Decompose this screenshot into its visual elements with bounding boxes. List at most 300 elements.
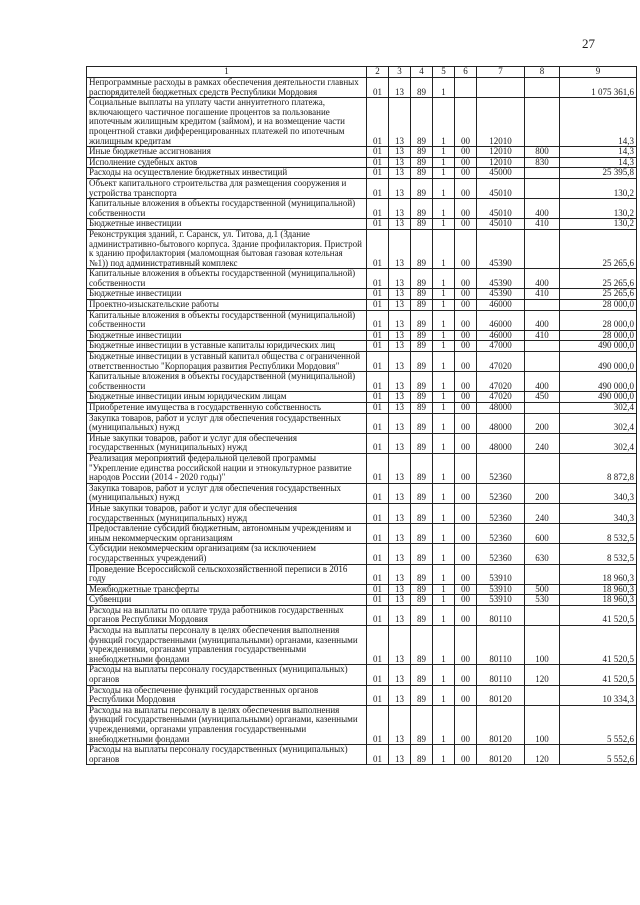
cell-main-event: 00 (455, 392, 477, 403)
cell-expense-type: 120 (525, 745, 560, 765)
cell-main-event: 00 (455, 310, 477, 330)
cell-expense-type: 100 (525, 705, 560, 744)
cell-expense-type (525, 453, 560, 483)
cell-sum: 302,4 (560, 433, 637, 453)
cell-name: Капитальные вложения в объекты государственной (муниципальной) собственности (87, 269, 367, 289)
cell-expense-type: 400 (525, 269, 560, 289)
cell-main-event: 00 (455, 453, 477, 483)
cell-program: 89 (411, 403, 433, 414)
cell-direction: 46000 (477, 310, 525, 330)
cell-subsection: 13 (389, 413, 411, 433)
cell-program: 89 (411, 503, 433, 523)
cell-expense-type: 400 (525, 310, 560, 330)
cell-subsection: 13 (389, 503, 411, 523)
cell-subprogram: 1 (433, 330, 455, 341)
cell-program: 89 (411, 584, 433, 595)
cell-main-event: 00 (455, 352, 477, 372)
cell-main-event: 00 (455, 433, 477, 453)
cell-subsection: 13 (389, 564, 411, 584)
cell-subsection: 13 (389, 665, 411, 685)
cell-subprogram: 1 (433, 98, 455, 147)
cell-name: Иные закупки товаров, работ и услуг для обеспечения государственных (муниципальных) нужд (87, 503, 367, 523)
cell-section: 01 (367, 372, 389, 392)
cell-section: 01 (367, 219, 389, 230)
cell-program: 89 (411, 330, 433, 341)
table-row (87, 168, 637, 179)
cell-name: Непрограммные расходы в рамках обеспечения деятельности главных распорядителей бюджетных средств Республики Мордовия (87, 78, 367, 98)
table-row (87, 352, 637, 372)
cell-section: 01 (367, 341, 389, 352)
cell-subsection: 13 (389, 98, 411, 147)
cell-name: Социальные выплаты на уплату части аннуитетного платежа, включающего частичное погашение процентов за пользование ипотечным жилищным кредитом (займом), и на возмещение части процентной ставки дифференцированных платежей по ипотечным жилищным кредитам (87, 98, 367, 147)
cell-expense-type: 100 (525, 626, 560, 665)
cell-program: 89 (411, 300, 433, 311)
header-sum: 9 (560, 67, 637, 78)
cell-sum: 18 960,3 (560, 564, 637, 584)
cell-main-event: 00 (455, 199, 477, 219)
cell-section: 01 (367, 685, 389, 705)
cell-expense-type (525, 178, 560, 198)
cell-main-event: 00 (455, 330, 477, 341)
cell-section: 01 (367, 300, 389, 311)
cell-direction: 53910 (477, 564, 525, 584)
cell-subprogram: 1 (433, 229, 455, 268)
cell-section: 01 (367, 199, 389, 219)
cell-direction: 80110 (477, 665, 525, 685)
cell-program: 89 (411, 745, 433, 765)
cell-subprogram: 1 (433, 157, 455, 168)
cell-program: 89 (411, 341, 433, 352)
table-row (87, 392, 637, 403)
cell-subsection: 13 (389, 403, 411, 414)
table-row (87, 433, 637, 453)
cell-subprogram: 1 (433, 168, 455, 179)
cell-sum: 302,4 (560, 413, 637, 433)
cell-sum: 25 265,6 (560, 289, 637, 300)
cell-section: 01 (367, 310, 389, 330)
table-row (87, 219, 637, 230)
cell-program: 89 (411, 269, 433, 289)
header-expense-type: 8 (525, 67, 560, 78)
cell-program: 89 (411, 483, 433, 503)
cell-direction: 80120 (477, 685, 525, 705)
cell-section: 01 (367, 544, 389, 564)
table-row (87, 564, 637, 584)
cell-subsection: 13 (389, 219, 411, 230)
cell-sum: 28 000,0 (560, 300, 637, 311)
cell-main-event: 00 (455, 745, 477, 765)
cell-sum: 490 000,0 (560, 372, 637, 392)
cell-name: Бюджетные инвестиции в уставный капитал общества с ограниченной ответственностью "Корпорация развития Республики Мордовия" (87, 352, 367, 372)
cell-expense-type: 630 (525, 544, 560, 564)
cell-section: 01 (367, 626, 389, 665)
cell-expense-type: 410 (525, 289, 560, 300)
cell-main-event: 00 (455, 665, 477, 685)
cell-name: Иные закупки товаров, работ и услуг для обеспечения государственных (муниципальных) нужд (87, 433, 367, 453)
cell-program: 89 (411, 199, 433, 219)
table-row (87, 685, 637, 705)
cell-program: 89 (411, 705, 433, 744)
table-row (87, 544, 637, 564)
table-row (87, 524, 637, 544)
cell-subsection: 13 (389, 199, 411, 219)
cell-subsection: 13 (389, 147, 411, 158)
cell-subprogram: 1 (433, 219, 455, 230)
cell-sum: 25 395,8 (560, 168, 637, 179)
cell-main-event: 00 (455, 595, 477, 606)
cell-subprogram: 1 (433, 392, 455, 403)
cell-sum: 10 334,3 (560, 685, 637, 705)
cell-main-event: 00 (455, 229, 477, 268)
cell-section: 01 (367, 147, 389, 158)
cell-subsection: 13 (389, 310, 411, 330)
cell-sum: 14,3 (560, 157, 637, 168)
cell-direction: 48000 (477, 433, 525, 453)
cell-section: 01 (367, 584, 389, 595)
cell-subprogram: 1 (433, 300, 455, 311)
header-subprogram: 5 (433, 67, 455, 78)
cell-subprogram: 1 (433, 178, 455, 198)
cell-subsection: 13 (389, 453, 411, 483)
cell-expense-type (525, 300, 560, 311)
cell-direction: 45010 (477, 219, 525, 230)
cell-name: Закупка товаров, работ и услуг для обеспечения государственных (муниципальных) нужд (87, 413, 367, 433)
table-row (87, 605, 637, 625)
cell-main-event: 00 (455, 219, 477, 230)
cell-direction: 53910 (477, 595, 525, 606)
cell-expense-type (525, 168, 560, 179)
cell-main-event: 00 (455, 372, 477, 392)
cell-direction: 47020 (477, 352, 525, 372)
cell-subprogram: 1 (433, 544, 455, 564)
table-row (87, 289, 637, 300)
cell-expense-type: 400 (525, 199, 560, 219)
cell-program: 89 (411, 147, 433, 158)
cell-sum: 41 520,5 (560, 665, 637, 685)
cell-direction: 80110 (477, 626, 525, 665)
cell-section: 01 (367, 330, 389, 341)
cell-subsection: 13 (389, 626, 411, 665)
cell-name: Расходы на выплаты по оплате труда работников государственных органов Республики Мордовия (87, 605, 367, 625)
cell-subsection: 13 (389, 372, 411, 392)
cell-direction: 52360 (477, 453, 525, 483)
cell-direction: 47020 (477, 392, 525, 403)
cell-subsection: 13 (389, 685, 411, 705)
cell-subsection: 13 (389, 483, 411, 503)
cell-main-event: 00 (455, 413, 477, 433)
cell-name: Расходы на выплаты персоналу в целях обеспечения выполнения функций государственными (муниципальными) органами, казенными учреждениями, органами управления государственными внебюджетными фондами (87, 705, 367, 744)
cell-subsection: 13 (389, 352, 411, 372)
cell-direction: 80120 (477, 745, 525, 765)
cell-direction: 45390 (477, 229, 525, 268)
cell-section: 01 (367, 229, 389, 268)
cell-direction: 12010 (477, 147, 525, 158)
cell-section: 01 (367, 98, 389, 147)
cell-name: Приобретение имущества в государственную собственность (87, 403, 367, 414)
cell-section: 01 (367, 564, 389, 584)
cell-name: Субвенции (87, 595, 367, 606)
cell-name: Капитальные вложения в объекты государственной (муниципальной) собственности (87, 199, 367, 219)
cell-subprogram: 1 (433, 310, 455, 330)
cell-main-event: 00 (455, 269, 477, 289)
cell-name: Расходы на осуществление бюджетных инвестиций (87, 168, 367, 179)
cell-direction: 12010 (477, 98, 525, 147)
table-row (87, 705, 637, 744)
cell-main-event (455, 78, 477, 98)
cell-expense-type: 830 (525, 157, 560, 168)
table-row (87, 584, 637, 595)
cell-main-event: 00 (455, 341, 477, 352)
cell-section: 01 (367, 705, 389, 744)
cell-section: 01 (367, 78, 389, 98)
cell-sum: 18 960,3 (560, 595, 637, 606)
cell-main-event: 00 (455, 524, 477, 544)
cell-sum: 490 000,0 (560, 341, 637, 352)
cell-subsection: 13 (389, 178, 411, 198)
cell-expense-type (525, 78, 560, 98)
cell-sum: 8 532,5 (560, 544, 637, 564)
cell-expense-type: 800 (525, 147, 560, 158)
cell-name: Расходы на выплаты персоналу государственных (муниципальных) органов (87, 745, 367, 765)
cell-direction: 48000 (477, 413, 525, 433)
cell-name: Бюджетные инвестиции иным юридическим лицам (87, 392, 367, 403)
cell-direction: 52360 (477, 483, 525, 503)
header-main-event: 6 (455, 67, 477, 78)
cell-direction: 52360 (477, 503, 525, 523)
cell-subsection: 13 (389, 705, 411, 744)
cell-program: 89 (411, 524, 433, 544)
cell-subprogram: 1 (433, 483, 455, 503)
cell-sum: 340,3 (560, 483, 637, 503)
cell-direction: 80120 (477, 705, 525, 744)
cell-subprogram: 1 (433, 605, 455, 625)
cell-sum: 25 265,6 (560, 229, 637, 268)
cell-sum: 41 520,5 (560, 605, 637, 625)
cell-subsection: 13 (389, 269, 411, 289)
cell-direction: 47020 (477, 372, 525, 392)
budget-table-container (86, 66, 634, 765)
cell-section: 01 (367, 157, 389, 168)
cell-direction: 45010 (477, 199, 525, 219)
cell-sum: 130,2 (560, 199, 637, 219)
cell-main-event: 00 (455, 544, 477, 564)
cell-program: 89 (411, 605, 433, 625)
cell-main-event: 00 (455, 564, 477, 584)
cell-subprogram: 1 (433, 403, 455, 414)
cell-subsection: 13 (389, 78, 411, 98)
cell-section: 01 (367, 289, 389, 300)
cell-main-event: 00 (455, 147, 477, 158)
table-row (87, 595, 637, 606)
cell-direction: 80110 (477, 605, 525, 625)
cell-sum: 130,2 (560, 219, 637, 230)
table-row (87, 330, 637, 341)
cell-program: 89 (411, 433, 433, 453)
cell-program: 89 (411, 665, 433, 685)
cell-name: Исполнение судебных актов (87, 157, 367, 168)
cell-name: Предоставление субсидий бюджетным, автономным учреждениям и иным некоммерческим организациям (87, 524, 367, 544)
cell-program: 89 (411, 310, 433, 330)
cell-main-event: 00 (455, 705, 477, 744)
cell-program: 89 (411, 219, 433, 230)
cell-program: 89 (411, 413, 433, 433)
cell-expense-type: 410 (525, 330, 560, 341)
table-row (87, 157, 637, 168)
cell-main-event: 00 (455, 503, 477, 523)
table-row (87, 78, 637, 98)
cell-name: Проектно-изыскательские работы (87, 300, 367, 311)
cell-program: 89 (411, 685, 433, 705)
cell-section: 01 (367, 453, 389, 483)
cell-subsection: 13 (389, 289, 411, 300)
cell-name: Проведение Всероссийской сельскохозяйственной переписи в 2016 году (87, 564, 367, 584)
table-row (87, 372, 637, 392)
header-name: 1 (87, 67, 367, 78)
cell-expense-type: 450 (525, 392, 560, 403)
cell-program: 89 (411, 595, 433, 606)
cell-subsection: 13 (389, 745, 411, 765)
cell-program: 89 (411, 392, 433, 403)
cell-direction: 52360 (477, 544, 525, 564)
cell-sum: 14,3 (560, 147, 637, 158)
table-row (87, 98, 637, 147)
cell-sum: 8 532,5 (560, 524, 637, 544)
table-row (87, 178, 637, 198)
cell-expense-type: 200 (525, 483, 560, 503)
cell-main-event: 00 (455, 483, 477, 503)
cell-name: Бюджетные инвестиции (87, 219, 367, 230)
cell-direction: 45390 (477, 289, 525, 300)
cell-direction: 47000 (477, 341, 525, 352)
cell-subsection: 13 (389, 595, 411, 606)
table-row (87, 341, 637, 352)
cell-expense-type (525, 352, 560, 372)
cell-sum: 28 000,0 (560, 310, 637, 330)
cell-name: Капитальные вложения в объекты государственной (муниципальной) собственности (87, 310, 367, 330)
budget-table (86, 66, 637, 765)
cell-expense-type: 400 (525, 372, 560, 392)
cell-subprogram: 1 (433, 352, 455, 372)
table-row (87, 745, 637, 765)
cell-subprogram: 1 (433, 665, 455, 685)
cell-sum: 302,4 (560, 403, 637, 414)
cell-subprogram: 1 (433, 78, 455, 98)
cell-sum: 340,3 (560, 503, 637, 523)
cell-direction: 45390 (477, 269, 525, 289)
cell-sum: 25 265,6 (560, 269, 637, 289)
cell-subprogram: 1 (433, 147, 455, 158)
cell-sum: 5 552,6 (560, 745, 637, 765)
cell-expense-type (525, 605, 560, 625)
cell-main-event: 00 (455, 605, 477, 625)
table-row (87, 147, 637, 158)
cell-name: Субсидии некоммерческим организациям (за исключением государственных учреждений) (87, 544, 367, 564)
cell-name: Межбюджетные трансферты (87, 584, 367, 595)
cell-program: 89 (411, 78, 433, 98)
header-direction: 7 (477, 67, 525, 78)
table-row (87, 483, 637, 503)
cell-main-event: 00 (455, 626, 477, 665)
cell-subprogram: 1 (433, 413, 455, 433)
cell-program: 89 (411, 168, 433, 179)
page-number: 27 (582, 36, 595, 51)
cell-subprogram: 1 (433, 199, 455, 219)
cell-sum: 130,2 (560, 178, 637, 198)
cell-section: 01 (367, 745, 389, 765)
cell-section: 01 (367, 524, 389, 544)
header-program: 4 (411, 67, 433, 78)
cell-program: 89 (411, 178, 433, 198)
cell-subprogram: 1 (433, 685, 455, 705)
cell-main-event: 00 (455, 300, 477, 311)
cell-main-event: 00 (455, 98, 477, 147)
cell-subsection: 13 (389, 341, 411, 352)
cell-expense-type (525, 685, 560, 705)
cell-expense-type (525, 229, 560, 268)
header-row (87, 67, 637, 78)
table-row (87, 310, 637, 330)
cell-section: 01 (367, 413, 389, 433)
cell-main-event: 00 (455, 157, 477, 168)
cell-expense-type: 240 (525, 503, 560, 523)
cell-sum: 1 075 361,6 (560, 78, 637, 98)
table-row (87, 199, 637, 219)
cell-main-event: 00 (455, 403, 477, 414)
table-row (87, 626, 637, 665)
cell-direction: 45000 (477, 168, 525, 179)
cell-sum: 14,3 (560, 98, 637, 147)
cell-expense-type (525, 341, 560, 352)
cell-sum: 490 000,0 (560, 352, 637, 372)
cell-main-event: 00 (455, 168, 477, 179)
table-row (87, 413, 637, 433)
cell-direction: 46000 (477, 300, 525, 311)
cell-expense-type: 240 (525, 433, 560, 453)
cell-section: 01 (367, 168, 389, 179)
cell-program: 89 (411, 372, 433, 392)
cell-program: 89 (411, 626, 433, 665)
cell-direction: 52360 (477, 524, 525, 544)
cell-subsection: 13 (389, 524, 411, 544)
header-section: 2 (367, 67, 389, 78)
cell-expense-type: 600 (525, 524, 560, 544)
cell-expense-type (525, 564, 560, 584)
cell-main-event: 00 (455, 685, 477, 705)
cell-program: 89 (411, 544, 433, 564)
cell-sum: 5 552,6 (560, 705, 637, 744)
cell-name: Расходы на выплаты персоналу государственных (муниципальных) органов (87, 665, 367, 685)
cell-program: 89 (411, 157, 433, 168)
cell-direction (477, 78, 525, 98)
cell-subprogram: 1 (433, 626, 455, 665)
cell-name: Капитальные вложения в объекты государственной (муниципальной) собственности (87, 372, 367, 392)
cell-program: 89 (411, 98, 433, 147)
cell-main-event: 00 (455, 584, 477, 595)
cell-name: Расходы на выплаты персоналу в целях обеспечения выполнения функций государственными (муниципальными) органами, казенными учреждениями, органами управления государственными внебюджетными фондами (87, 626, 367, 665)
header-subsection: 3 (389, 67, 411, 78)
table-body (87, 78, 637, 765)
cell-main-event: 00 (455, 289, 477, 300)
cell-section: 01 (367, 403, 389, 414)
cell-subsection: 13 (389, 392, 411, 403)
cell-sum: 18 960,3 (560, 584, 637, 595)
cell-program: 89 (411, 453, 433, 483)
cell-subsection: 13 (389, 330, 411, 341)
cell-direction: 53910 (477, 584, 525, 595)
cell-section: 01 (367, 433, 389, 453)
cell-name: Бюджетные инвестиции (87, 289, 367, 300)
cell-subsection: 13 (389, 544, 411, 564)
